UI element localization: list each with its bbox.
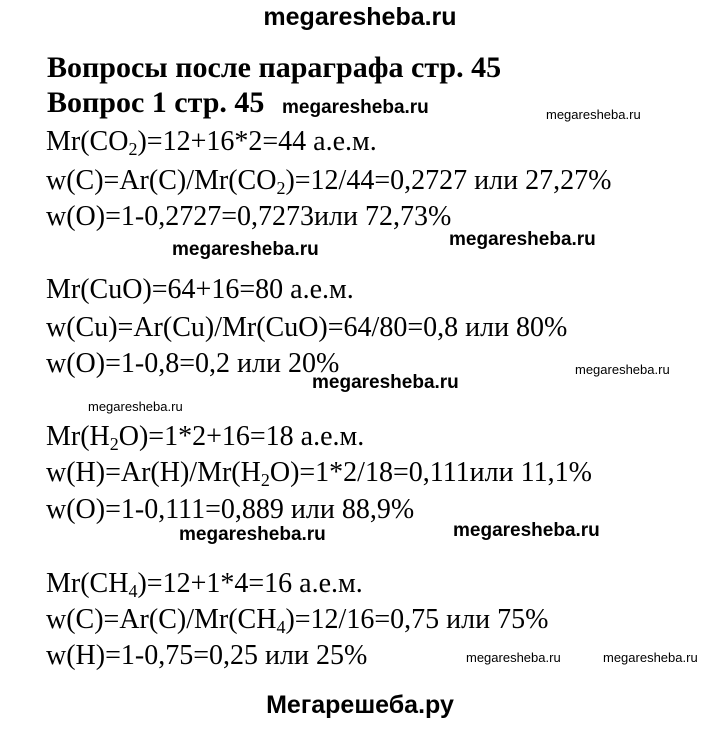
formula-line (46, 640, 367, 672)
subscript: 2 (260, 470, 270, 490)
formula-text: w(O)=1-0,111=0,889 или 88,9% (46, 494, 415, 525)
formula-text: w(Cu)=Ar(Cu)/Mr(CuO)=64/80=0,8 или 80% (46, 312, 568, 343)
watermark: megaresheba.ru (466, 650, 561, 665)
formula-text: O)=1*2/18=0,111или 11,1% (269, 457, 592, 488)
formula-text: )=12/44=0,2727 или 27,27% (285, 165, 612, 196)
formula-text: w(O)=1-0,2727=0,7273или 72,73% (46, 201, 452, 232)
watermark: megaresheba.ru (312, 372, 459, 393)
watermark: megaresheba.ru (282, 97, 429, 118)
watermark: megaresheba.ru (453, 520, 600, 541)
formula-line (46, 604, 548, 636)
formula-line (46, 312, 567, 344)
formula-line (46, 348, 339, 380)
formula-line (46, 421, 364, 453)
formula-text: Mr(CH (46, 568, 129, 599)
formula-line (46, 165, 611, 197)
formula-text: )=12+1*4=16 а.е.м. (137, 568, 363, 599)
formula-text: w(H)=Ar(H)/Mr(H (46, 457, 261, 488)
question-heading: Вопрос 1 стр. 45 (47, 86, 265, 119)
watermark: megaresheba.ru (575, 362, 670, 377)
subscript: 4 (276, 617, 286, 637)
formula-line (46, 568, 363, 600)
formula-text: )=12+16*2=44 а.е.м. (137, 126, 377, 157)
watermark: megaresheba.ru (546, 107, 641, 122)
watermark: megaresheba.ru (179, 524, 326, 545)
formula-text: Mr(CuO)=64+16=80 а.е.м. (46, 274, 354, 305)
formula-line (46, 201, 451, 233)
subscript: 2 (276, 178, 286, 198)
formula-text: w(C)=Ar(C)/Mr(CH (46, 604, 277, 635)
formula-text: O)=1*2+16=18 а.е.м. (118, 421, 365, 452)
watermark: megaresheba.ru (172, 239, 319, 260)
watermark: megaresheba.ru (603, 650, 698, 665)
formula-line (46, 494, 414, 526)
subscript: 2 (109, 434, 119, 454)
formula-text: )=12/16=0,75 или 75% (285, 604, 549, 635)
watermark: megaresheba.ru (88, 399, 183, 414)
site-footer: Мегарешеба.ру (266, 691, 454, 719)
formula-line (46, 274, 354, 306)
formula-text: w(H)=1-0,75=0,25 или 25% (46, 640, 368, 671)
formula-line (46, 126, 377, 158)
subscript: 4 (128, 581, 138, 601)
formula-text: w(C)=Ar(C)/Mr(CO (46, 165, 277, 196)
formula-text: Mr(H (46, 421, 110, 452)
formula-text: Mr(CO (46, 126, 129, 157)
site-header: megaresheba.ru (263, 3, 457, 31)
formula-text: w(O)=1-0,8=0,2 или 20% (46, 348, 340, 379)
formula-line (46, 457, 592, 489)
subscript: 2 (128, 139, 138, 159)
watermark: megaresheba.ru (449, 229, 596, 250)
section-heading: Вопросы после параграфа стр. 45 (47, 51, 502, 84)
